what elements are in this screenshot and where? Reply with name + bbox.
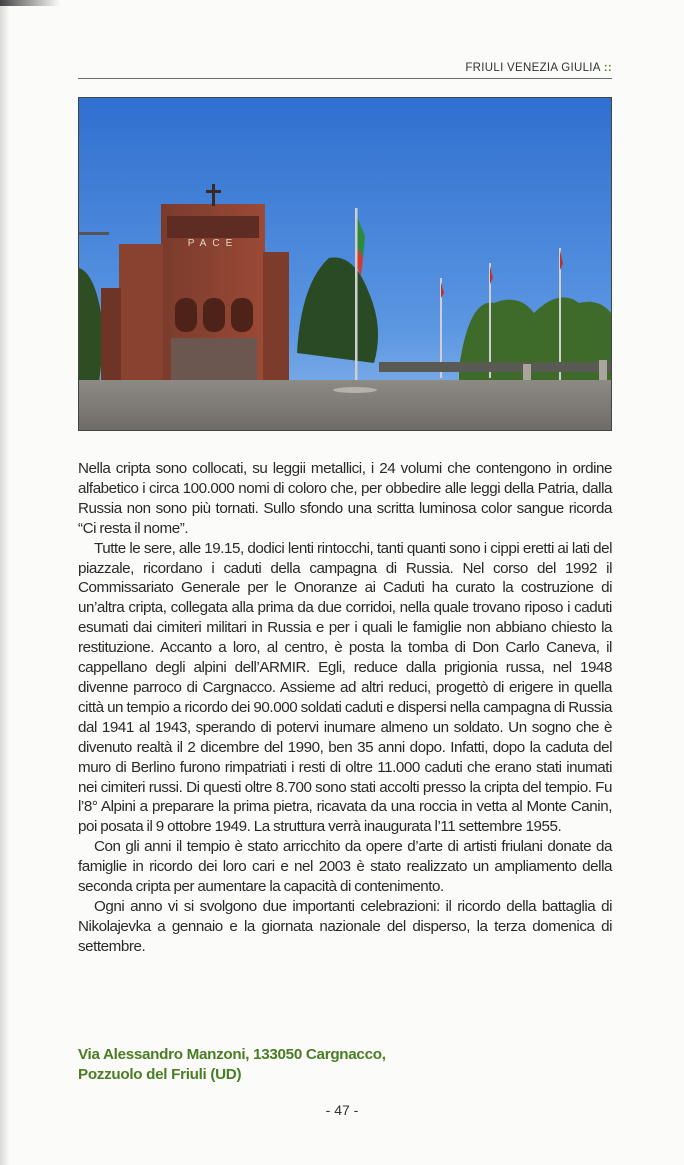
belfry — [167, 216, 259, 238]
church-side-building — [101, 288, 121, 380]
paragraph-1: Nella cripta sono collocati, su leggii metallici, i 24 volumi che contengono in ordine alfabetico i circa 100.000 nomi di coloro che, per obbedire alle leggi della Patria, dalla Russia non sono più tornati. Sullo sfondo una scritta luminosa color sangue ricorda “Ci resta il nome”. — [78, 460, 612, 537]
flagpole-main — [355, 208, 358, 388]
paragraph-4: Ogni anno vi si svolgono due importanti celebrazioni: il ricordo della battaglia di Nikolajevka a gennaio e la giornata nazionale del disperso, la terza domenica di settembre. — [78, 897, 612, 955]
page-edge-shadow — [0, 0, 10, 1165]
cross-vertical — [212, 184, 215, 206]
paragraph-3: Con gli anni il tempio è stato arricchito da opere d’arte di artisti friulani donate da famiglie in ricordo dei loro cari e nel 2003 è stato realizzato un ampliamento della seconda cripta per aumentare la capacità di contenimento. — [78, 838, 612, 896]
church-right-wing — [263, 252, 289, 380]
church-left-wing — [119, 244, 163, 380]
header-ornament: :: — [603, 62, 612, 74]
address-line-1: Via Alessandro Manzoni, 133050 Cargnacco, — [78, 1046, 386, 1063]
address-line-2: Pozzuolo del Friuli (UD) — [78, 1066, 242, 1083]
paragraph-2: Tutte le sere, alle 19.15, dodici lenti rintocchi, tanti quanti sono i cippi eretti ai lati del piazzale, ricordano i caduti della campagna di Russia. Nel corso del 1992 il Commissariato Generale per le Onoranze ai Caduti ha curato la costruzione di un’altra cripta, collegata alla prima da due corridoi, nella quale trovano riposo i caduti esumati dai cimiteri militari in Russia e per i quali le famiglie non abbiano chiesto la restituzione. Accanto a loro, al centro, è posta la tomba di Don Carlo Caneva, il cappellano degli alpini dell’ARMIR. Egli, reduce dalla prigionia russa, nel 1948 divenne parroco di Cargnacco. Assieme ad altri reduci, progettò di erigere in quella città un tempio a ricordo dei 90.000 soldati caduti e dispersi nella campagna di Russia dal 1941 al 1943, sperando di potervi inumare almeno un soldato. Un sogno che è divenuto realtà il 2 dicembre del 1990, ben 35 anni dopo. Infatti, dopo la caduta del muro di Berlino furono rimpatriati i resti di oltre 11.000 caduti che erano stati inumati nei cimiteri russi. Di questi oltre 8.700 sono stati accolti presso la cripta del tempio. Fu l’8° Alpini a preparare la prima pietra, ricavata da una roccia in vetta al Monte Canin, poi posata il 9 ottobre 1949. La struttura verrà inaugurata l’11 settembre 1955. — [78, 539, 612, 836]
window-3 — [231, 298, 253, 332]
cross-horizontal — [206, 190, 221, 193]
scan-mark — [0, 0, 60, 6]
page-number: - 47 - — [325, 1102, 359, 1118]
window-2 — [203, 298, 225, 332]
window-1 — [175, 298, 197, 332]
belfry-letters: PACE — [187, 238, 239, 249]
header-region-label: FRIULI VENEZIA GIULIA — [465, 62, 601, 74]
portico — [171, 338, 257, 380]
photo-illustration — [79, 98, 611, 430]
running-header — [78, 60, 612, 79]
fence — [379, 362, 611, 372]
flagpole-base — [333, 387, 377, 393]
header-region — [465, 62, 612, 74]
article-body — [78, 459, 612, 957]
church-photo — [78, 97, 612, 431]
light-pole-arm — [79, 232, 109, 235]
address-block — [78, 1045, 478, 1085]
